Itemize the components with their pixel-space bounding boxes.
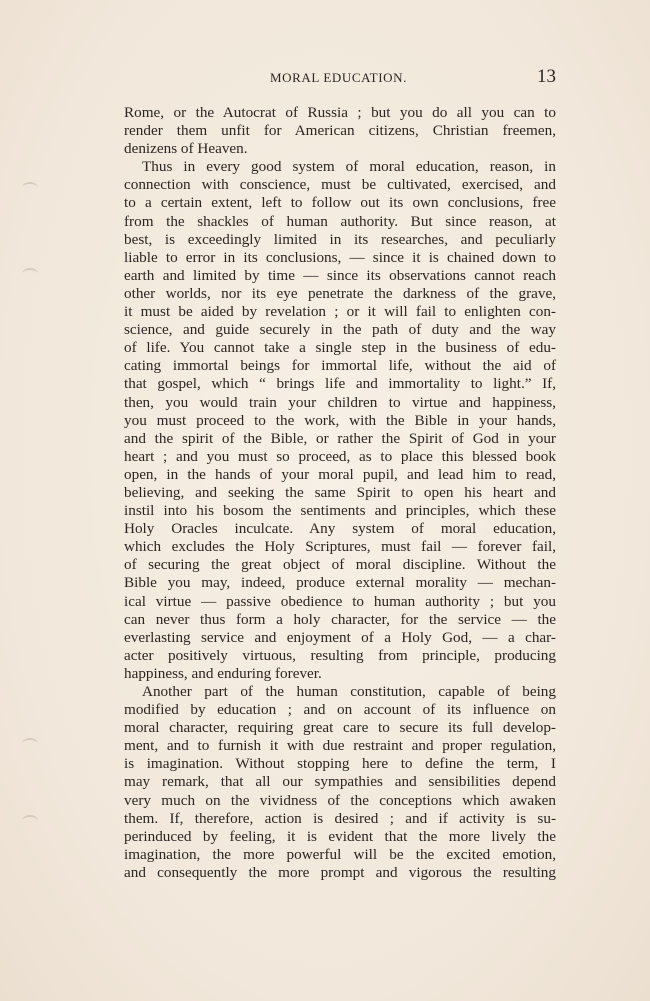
- text-line: Holy Oracles inculcate. Any system of moral education,: [124, 520, 556, 538]
- text-line: may remark, that all our sympathies and sensibilities depend: [124, 773, 556, 791]
- text-line: and the spirit of the Bible, or rather the Spirit of God in your: [124, 429, 556, 447]
- text-line: imagination, the more powerful will be the excited emotion,: [124, 845, 556, 863]
- page-edge-mark: [22, 182, 38, 194]
- text-line: cating immortal beings for immortal life, without the aid of: [124, 357, 556, 375]
- text-line: happiness, and enduring forever.: [124, 664, 322, 682]
- text-line: very much on the vividness of the conceptions which awaken: [124, 791, 556, 809]
- text-line: open, in the hands of your moral pupil, and lead him to read,: [124, 465, 556, 483]
- paragraph: [124, 683, 556, 882]
- text-line: then, you would train your children to virtue and happiness,: [124, 393, 556, 411]
- text-line: of securing the great object of moral discipline. Without the: [124, 556, 556, 574]
- text-line: heart ; and you must so proceed, as to place this blessed book: [124, 447, 556, 465]
- text-line: other worlds, nor its eye penetrate the darkness of the grave,: [124, 284, 556, 302]
- text-line: Thus in every good system of moral education, reason, in: [142, 158, 556, 176]
- text-line: denizens of Heaven.: [124, 140, 248, 158]
- text-line: to a certain extent, left to follow out its own conclusions, free: [124, 194, 556, 212]
- page-number: 13: [537, 66, 556, 87]
- text-line: Bible you may, indeed, produce external morality — mechan-: [124, 574, 556, 592]
- text-line: can never thus form a holy character, for the service — the: [124, 610, 556, 628]
- text-line: everlasting service and enjoyment of a Holy God, — a char-: [124, 628, 556, 646]
- text-line: acter positively virtuous, resulting from principle, producing: [124, 646, 556, 664]
- text-line: Another part of the human constitution, capable of being: [142, 683, 556, 700]
- body-text: [124, 104, 556, 882]
- text-line: liable to error in its conclusions, — since it is chained down to: [124, 248, 556, 266]
- text-line: and consequently the more prompt and vigorous the resulting: [124, 863, 556, 881]
- text-line: believing, and seeking the same Spirit to open his heart and: [124, 483, 556, 501]
- text-line: render them unfit for American citizens, Christian freemen,: [124, 122, 556, 140]
- text-line: moral character, requiring great care to secure its full develop-: [124, 719, 556, 737]
- text-line: Rome, or the Autocrat of Russia ; but you do all you can to: [124, 104, 556, 121]
- text-line: of life. You cannot take a single step in the business of edu-: [124, 339, 556, 357]
- page-edge-mark: [22, 815, 38, 827]
- text-line: best, is exceedingly limited in its researches, and peculiarly: [124, 230, 556, 248]
- text-line: earth and limited by time — since its observations cannot reach: [124, 266, 556, 284]
- text-line: ment, and to furnish it with due restraint and proper regulation,: [124, 737, 556, 755]
- text-line: which excludes the Holy Scriptures, must fail — forever fail,: [124, 538, 556, 556]
- text-line: you must proceed to the work, with the Bible in your hands,: [124, 411, 556, 429]
- text-line: modified by education ; and on account of its influence on: [124, 701, 556, 719]
- text-line: from the shackles of human authority. But since reason, at: [124, 212, 556, 230]
- page-header: [124, 66, 556, 88]
- text-line: it must be aided by revelation ; or it will fail to enlighten con-: [124, 303, 556, 321]
- paragraph: [124, 158, 556, 683]
- text-line: ical virtue — passive obedience to human authority ; but you: [124, 592, 556, 610]
- text-line: connection with conscience, must be cultivated, exercised, and: [124, 176, 556, 194]
- page-edge-mark: [22, 268, 38, 280]
- text-line: them. If, therefore, action is desired ; and if activity is su-: [124, 809, 556, 827]
- text-line: is imagination. Without stopping here to define the term, I: [124, 755, 556, 773]
- text-line: science, and guide securely in the path of duty and the way: [124, 321, 556, 339]
- paragraph: [124, 104, 556, 158]
- text-line: instil into his bosom the sentiments and principles, which these: [124, 502, 556, 520]
- page-edge-mark: [22, 738, 38, 750]
- text-line: that gospel, which “ brings life and immortality to light.” If,: [124, 375, 556, 393]
- running-head: MORAL EDUCATION.: [270, 70, 407, 85]
- text-line: perinduced by feeling, it is evident that the more lively the: [124, 827, 556, 845]
